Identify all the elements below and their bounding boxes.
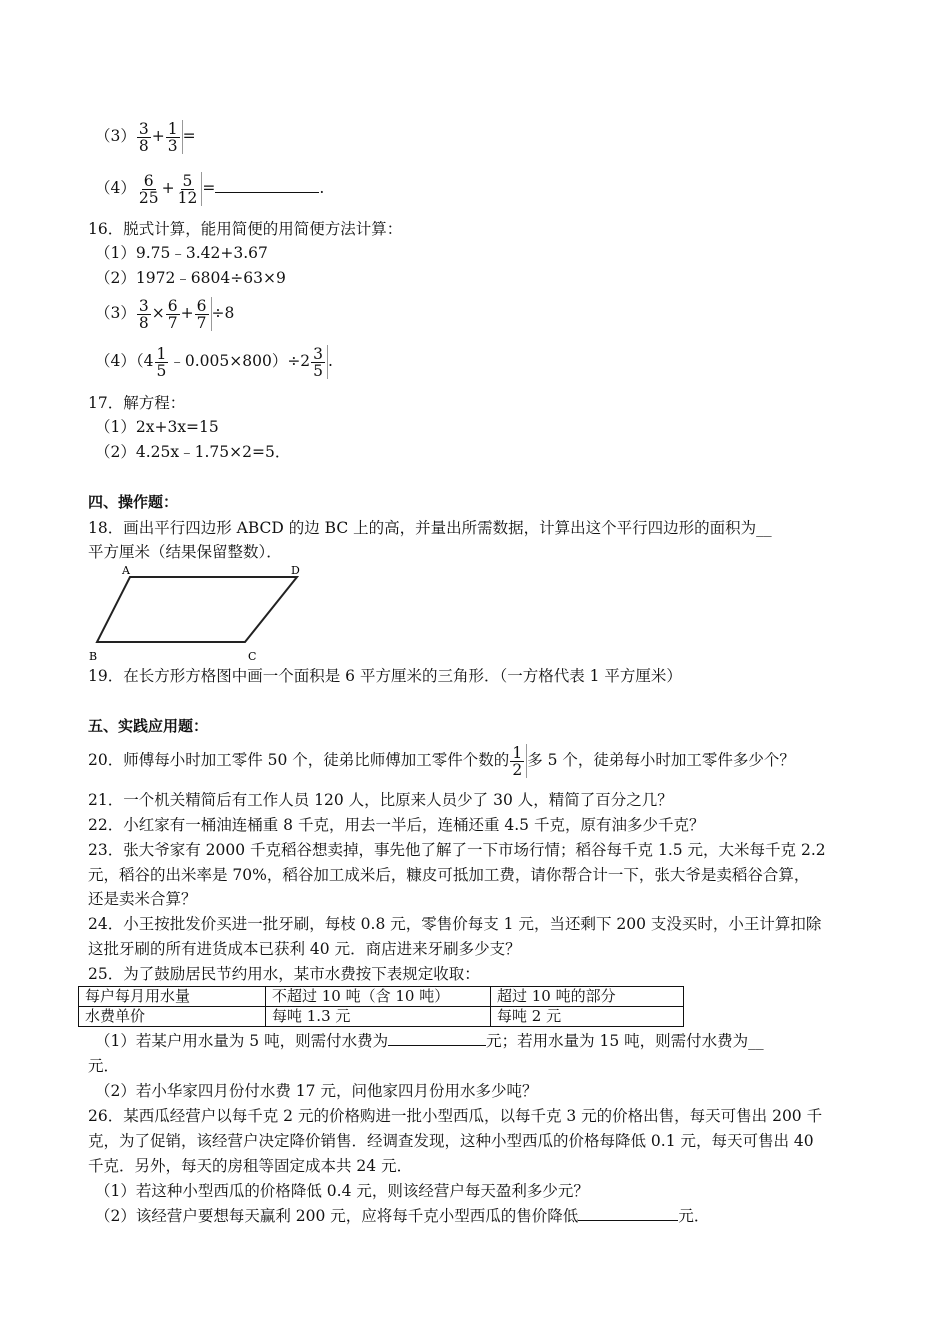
q17-part2: （2）4.25x﹣1.75×2=5． [95, 443, 291, 461]
q16-part4: （4）（4 $\frac{1}{5}$ ﹣0.005×800）÷2 $\frac{3}{5}$ . [95, 344, 333, 380]
q26-line1: 26．某西瓜经营户以每千克 2 元的价格购进一批小型西瓜，以每千克 3 元的价格出售，每天可售出 200 千 [88, 1107, 823, 1125]
q15-part4: （4） $\frac{6}{25}$ + $\frac{5}{12}$ = . [95, 171, 325, 207]
answer-blank[interactable] [388, 1031, 486, 1046]
answer-blank[interactable] [578, 1206, 678, 1221]
table-cell: 水费单价 [79, 1007, 266, 1027]
q20: 20．师傅每小时加工零件 50 个，徒弟比师傅加工零件个数的 $\frac{1}{2}$ 多 5 个，徒弟每小时加工零件多少个？ [88, 743, 795, 779]
q16-part2: （2）1972﹣6804÷63×9 [95, 269, 286, 287]
section-4-heading: 四、操作题： [88, 493, 179, 511]
q26-part2: （2）该经营户要想每天赢利 200 元，应将每千克小型西瓜的售价降低 元． [95, 1207, 710, 1225]
vertex-c-label: C [248, 650, 257, 663]
parallelogram-shape [97, 577, 297, 642]
fraction: $\frac{3}{8}$ [138, 296, 149, 332]
fraction: $\frac{5}{12}$ [177, 171, 198, 207]
q23-line3: 还是卖米合算？ [88, 890, 197, 908]
q18-line2: 平方厘米（结果保留整数）． [88, 543, 282, 561]
q24-line1: 24．小王按批发价买进一批牙刷，每枝 0.8 元，零售价每支 1 元，当还剩下 200 支没买时，小王计算扣除 [88, 915, 822, 933]
q26-line2: 克，为了促销，该经营户决定降价销售．经调查发现，这种小型西瓜的价格每降低 0.1 元，每天可售出 40 [88, 1132, 814, 1150]
table-row [79, 1007, 684, 1027]
q16-title: 16．脱式计算，能用简便的用简便方法计算： [88, 220, 403, 238]
table-cell: 超过 10 吨的部分 [491, 987, 684, 1007]
q21: 21．一个机关精简后有工作人员 120 人，比原来人员少了 30 人，精简了百分之几？ [88, 791, 673, 809]
q24-line2: 这批牙刷的所有进货成本已获利 40 元．商店进来牙刷多少支？ [88, 940, 521, 958]
q22: 22．小红家有一桶油连桶重 8 千克，用去一半后，连桶还重 4.5 千克，原有油多少千克？ [88, 816, 705, 834]
fraction: $\frac{6}{25}$ [138, 171, 159, 207]
fraction: $\frac{1}{2}$ [512, 743, 523, 779]
q25-part1-cont: 元． [88, 1057, 120, 1075]
q19: 19．在长方形方格图中画一个面积是 6 平方厘米的三角形．（一方格代表 1 平方厘米） [88, 667, 682, 685]
q16-part1: （1）9.75﹣3.42+3.67 [95, 244, 268, 262]
answer-blank[interactable] [215, 178, 319, 193]
table-cell: 不超过 10 吨（含 10 吨） [266, 987, 491, 1007]
q16-part3: （3） $\frac{3}{8}$ × $\frac{6}{7}$ + $\frac{6}{7}$ ÷8 [95, 296, 235, 332]
fraction: $\frac{3}{8}$ [138, 119, 149, 155]
q17-title: 17．解方程： [88, 394, 186, 412]
q18-line1: 18．画出平行四边形 ABCD 的边 BC 上的高，并量出所需数据，计算出这个平行四边形的面积为__ [88, 519, 772, 537]
vertex-a-label: A [122, 564, 130, 577]
q25-part2: （2）若小华家四月份付水费 17 元，问他家四月份用水多少吨？ [95, 1082, 538, 1100]
fraction: $\frac{6}{7}$ [196, 296, 207, 332]
fraction: $\frac{6}{7}$ [167, 296, 178, 332]
vertex-b-label: B [89, 650, 98, 663]
q26-part1: （1）若这种小型西瓜的价格降低 0.4 元，则该经营户每天盈利多少元？ [95, 1182, 589, 1200]
q25-title: 25．为了鼓励居民节约用水，某市水费按下表规定收取： [88, 965, 480, 983]
q15-part3: （3） $\frac{3}{8}$ + $\frac{1}{3}$ = [95, 119, 196, 155]
table-row [79, 987, 684, 1007]
part-label: （4） [95, 179, 136, 197]
part-label: （3） [95, 127, 136, 145]
table-cell: 每户每月用水量 [79, 987, 266, 1007]
vertex-d-label: D [291, 564, 300, 577]
fraction: $\frac{1}{3}$ [167, 119, 178, 155]
q26-line3: 千克．另外，每天的房租等固定成本共 24 元． [88, 1157, 413, 1175]
q23-line2: 元，稻谷的出米率是 70%，稻谷加工成米后，糠皮可抵加工费，请你帮合计一下，张大爷是卖稻谷合算， [88, 866, 810, 884]
parallelogram-figure [85, 560, 315, 665]
table-cell: 每吨 1.3 元 [266, 1007, 491, 1027]
fraction: $\frac{1}{5}$ [156, 344, 167, 380]
q23-line1: 23．张大爷家有 2000 千克稻谷想卖掉，事先他了解了一下市场行情；稻谷每千克 1.5 元，大米每千克 2.2 [88, 841, 826, 859]
water-fee-table [78, 986, 684, 1027]
section-5-heading: 五、实践应用题： [88, 717, 209, 735]
fraction: $\frac{3}{5}$ [313, 344, 324, 380]
q25-part1: （1）若某户用水量为 5 吨，则需付水费为 元；若用水量为 15 吨，则需付水费为__ [95, 1032, 764, 1050]
table-cell: 每吨 2 元 [491, 1007, 684, 1027]
q17-part1: （1）2x+3x=15 [95, 418, 219, 436]
